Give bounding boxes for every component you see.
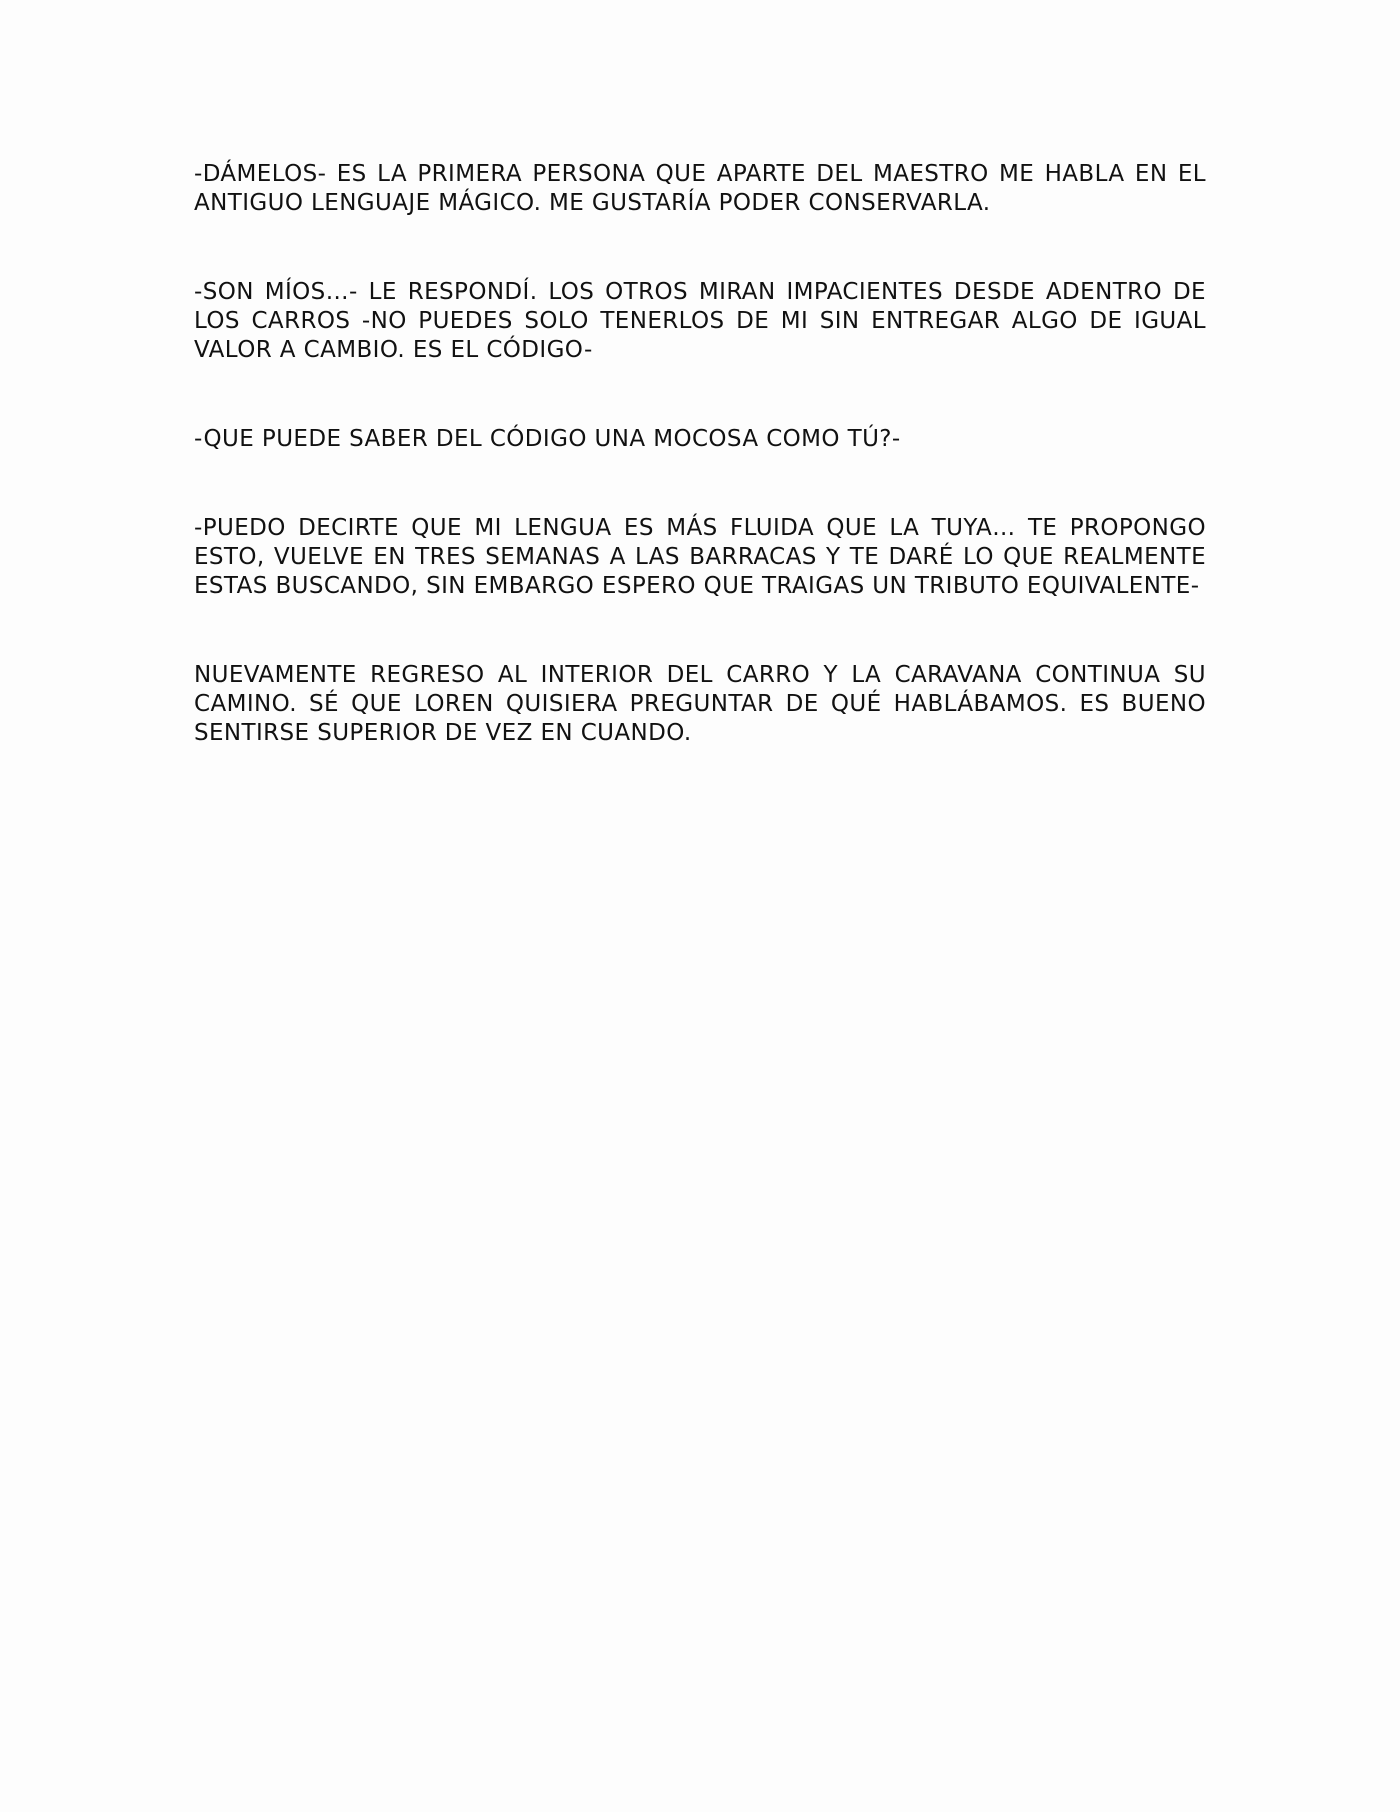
paragraph-1: -DÁMELOS- ES LA PRIMERA PERSONA QUE APARTE DEL MAESTRO ME HABLA EN EL ANTIGUO LENGUAJE MÁGICO. ME GUSTARÍA PODER CONSERVARLA. [194,161,1206,216]
paragraph-4: -PUEDO DECIRTE QUE MI LENGUA ES MÁS FLUIDA QUE LA TUYA… TE PROPONGO ESTO, VUELVE EN TRES SEMANAS A LAS BARRACAS Y TE DARÉ LO QUE REALMENTE ESTAS BUSCANDO, SIN EMBARGO ESPERO QUE TRAIGAS UN TRIBUTO EQUIVALENTE- [194,515,1206,599]
paragraph-5: NUEVAMENTE REGRESO AL INTERIOR DEL CARRO Y LA CARAVANA CONTINUA SU CAMINO. SÉ QUE LOREN QUISIERA PREGUNTAR DE QUÉ HABLÁBAMOS. ES BUENO SENTIRSE SUPERIOR DE VEZ EN CUANDO. [194,662,1206,746]
paragraph-2: -SON MÍOS…- LE RESPONDÍ. LOS OTROS MIRAN IMPACIENTES DESDE ADENTRO DE LOS CARROS -NO PUEDES SOLO TENERLOS DE MI SIN ENTREGAR ALGO DE IGUAL VALOR A CAMBIO. ES EL CÓDIGO- [194,279,1206,363]
text-column [194,160,1206,748]
paragraph-3: -QUE PUEDE SABER DEL CÓDIGO UNA MOCOSA COMO TÚ?- [194,426,901,452]
